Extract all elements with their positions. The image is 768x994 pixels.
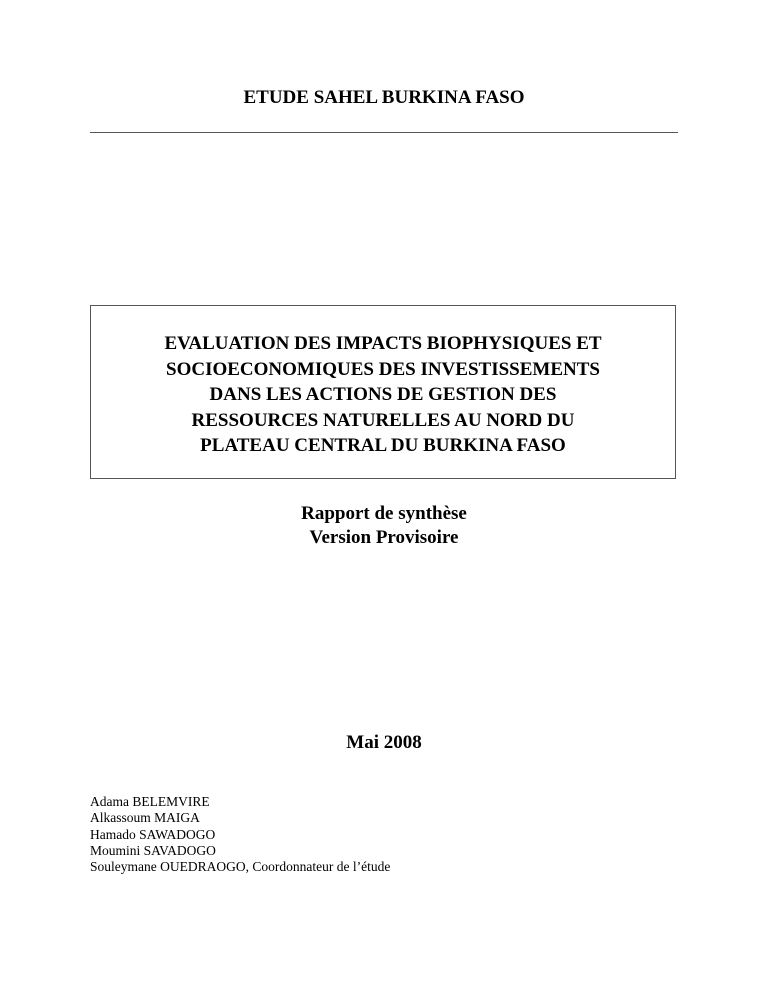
report-date: Mai 2008 bbox=[346, 732, 422, 753]
author-name: Souleymane OUEDRAOGO, Coordonnateur de l’étude bbox=[90, 859, 391, 875]
author-name: Hamado SAWADOGO bbox=[90, 826, 216, 842]
header-title: ETUDE SAHEL BURKINA FASO bbox=[243, 87, 525, 108]
main-title-line: EVALUATION DES IMPACTS BIOPHYSIQUES ET bbox=[164, 333, 602, 355]
report-type: Rapport de synthèse bbox=[301, 503, 467, 524]
report-version: Version Provisoire bbox=[309, 527, 459, 548]
main-title-line: PLATEAU CENTRAL DU BURKINA FASO bbox=[200, 435, 566, 457]
header-divider bbox=[90, 132, 678, 133]
main-title-line: SOCIOECONOMIQUES DES INVESTISSEMENTS bbox=[166, 358, 600, 380]
author-name: Adama BELEMVIRE bbox=[90, 794, 210, 809]
author-name: Alkassoum MAIGA bbox=[90, 810, 200, 826]
report-subtitle bbox=[90, 502, 678, 550]
main-title-line: DANS LES ACTIONS DE GESTION DES bbox=[209, 384, 557, 406]
author-name: Moumini SAVADOGO bbox=[90, 842, 216, 858]
main-title bbox=[164, 325, 601, 459]
title-box bbox=[90, 305, 676, 479]
main-title-line: RESSOURCES NATURELLES AU NORD DU bbox=[191, 409, 575, 431]
author-list bbox=[90, 794, 390, 875]
